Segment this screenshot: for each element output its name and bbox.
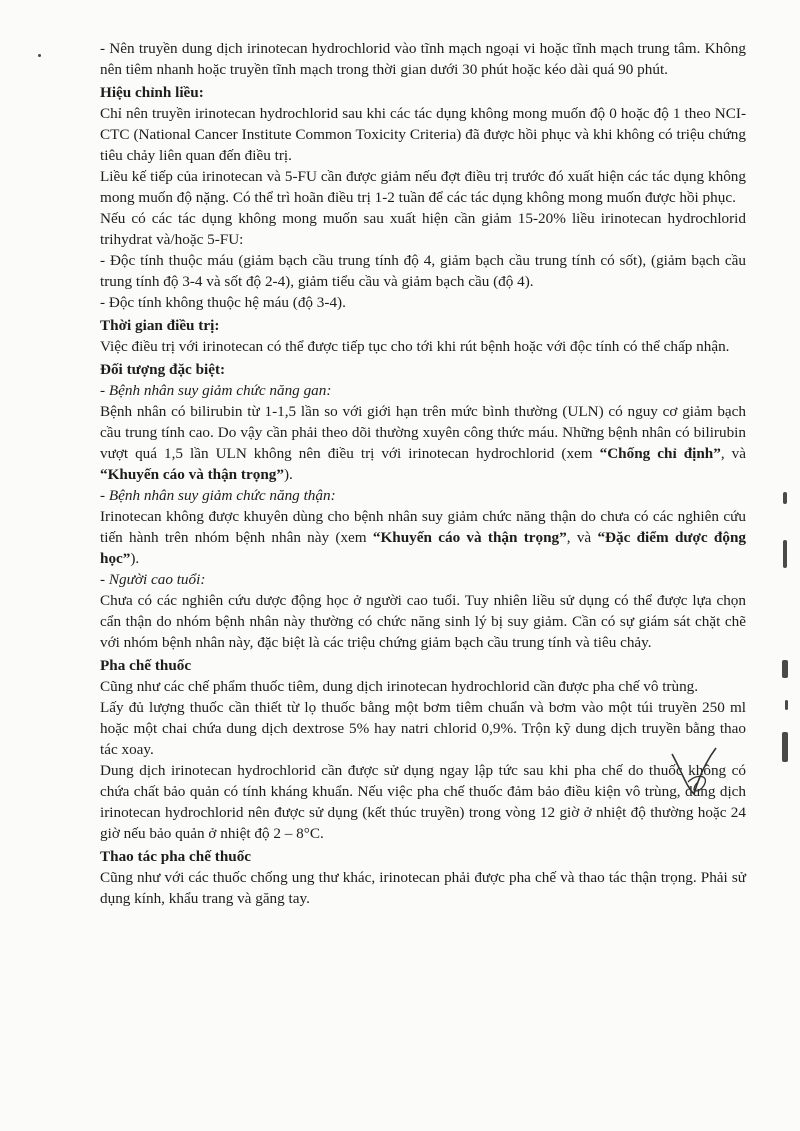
paragraph-elderly: Chưa có các nghiên cứu dược động học ở người cao tuổi. Tuy nhiên liều sử dụng có thể được lựa chọn cẩn thận do nhóm bệnh nhân này thường có chức năng sinh lý bị suy giảm. Cần có sự giám sát chặt chẽ với nhóm bệnh nhân này, đặc biệt là các triệu chứng giảm bạch cầu trung tính và tiêu chảy. [100, 592, 746, 651]
heading-handling: Thao tác pha chế thuốc [100, 848, 252, 865]
document-body [100, 38, 746, 909]
heading-preparation: Pha chế thuốc [100, 657, 192, 674]
margin-mark-3 [782, 660, 788, 678]
margin-mark-5 [782, 732, 788, 762]
hepatic-text: Bệnh nhân có bilirubin từ 1-1,5 lần so với giới hạn trên mức bình thường (ULN) có nguy cơ giảm bạch cầu trung tính cao. Do vậy cần phải theo dõi thường xuyên công thức máu. Những bệnh nhân có bilirubin vượt quá 1,5 lần ULN không nên điều trị với irinotecan hydrochlorid (xem [100, 403, 746, 462]
paragraph-nonhematologic-toxicity: - Độc tính không thuộc hệ máu (độ 3-4). [100, 294, 346, 311]
margin-mark-4 [785, 700, 788, 710]
heading-special-populations: Đối tượng đặc biệt: [100, 361, 226, 378]
paragraph-dilution: Lấy đủ lượng thuốc cần thiết từ lọ thuốc bằng một bơm tiêm chuẩn và bơm vào một túi truyền 250 ml hoặc một chai chứa dung dịch dextrose 5% hay natri chlorid 0,9%. Trộn kỹ dung dịch truyền bằng thao tác xoay. [100, 699, 746, 758]
hepatic-ref-close: ). [283, 466, 293, 483]
hepatic-ref-contraindications: “Chống chỉ định” [599, 445, 721, 462]
renal-ref-sep: , và [566, 529, 598, 546]
hepatic-ref-warnings: “Khuyến cáo và thận trọng” [100, 466, 284, 483]
paragraph-hematologic-toxicity: - Độc tính thuộc máu (giảm bạch cầu trung tính độ 4, giảm bạch cầu trung tính có sốt), (giảm bạch cầu trung tính độ 3-4 và sốt độ 2-4), giảm tiểu cầu và giảm bạch cầu (độ 4). [100, 252, 746, 290]
paragraph-dose-recovery: Chỉ nên truyền irinotecan hydrochlorid sau khi các tác dụng không mong muốn độ 0 hoặc độ 1 theo NCI-CTC (National Cancer Institute Common Toxicity Criteria) đã được hồi phục và khi không có triệu chứng tiêu chảy liên quan đến điều trị. [100, 105, 746, 164]
paragraph-aseptic-preparation: Cũng như các chế phẩm thuốc tiêm, dung dịch irinotecan hydrochlorid cần được pha chế vô trùng. [100, 678, 699, 695]
margin-mark-1 [783, 492, 787, 504]
renal-text: Irinotecan không được khuyên dùng cho bệnh nhân suy giảm chức năng thận do chưa có các nghiên cứu tiến hành trên nhóm bệnh nhân này (xem [100, 508, 746, 546]
paragraph-next-dose: Liều kế tiếp của irinotecan và 5-FU cần được giảm nếu đợt điều trị trước đó xuất hiện các tác dụng không mong muốn độ nặng. Có thể trì hoãn điều trị 1-2 tuần để các tác dụng không mong muốn được hồi phục. [100, 168, 746, 206]
heading-treatment-duration: Thời gian điều trị: [100, 317, 220, 334]
heading-dose-adjustment: Hiệu chỉnh liều: [100, 84, 204, 101]
subheading-elderly: - Người cao tuổi: [100, 571, 206, 588]
subheading-renal-impairment: - Bệnh nhân suy giảm chức năng thận: [100, 487, 336, 504]
margin-mark-2 [783, 540, 787, 568]
renal-ref-warnings: “Khuyến cáo và thận trọng” [372, 529, 567, 546]
subheading-hepatic-impairment: - Bệnh nhân suy giảm chức năng gan: [100, 382, 332, 399]
paragraph-dose-reduction: Nếu có các tác dụng không mong muốn sau xuất hiện cần giảm 15-20% liều irinotecan hydrochlorid trihydrat và/hoặc 5-FU: [100, 210, 746, 248]
paragraph-renal-impairment [100, 506, 746, 569]
renal-ref-pharmacokinetics: “Đặc điểm dược động học” [100, 529, 747, 567]
signature-mark [668, 742, 720, 802]
hepatic-ref-sep: , và [720, 445, 746, 462]
paragraph-infusion-route: - Nên truyền dung dịch irinotecan hydrochlorid vào tĩnh mạch ngoại vi hoặc tĩnh mạch trung tâm. Không nên tiêm nhanh hoặc truyền tĩnh mạch trong thời gian dưới 30 phút hoặc kéo dài quá 90 phút. [100, 40, 746, 78]
paragraph-treatment-duration: Việc điều trị với irinotecan có thể được tiếp tục cho tới khi rút bệnh hoặc với độc tính có thể chấp nhận. [100, 338, 730, 355]
paragraph-hepatic-impairment [100, 401, 746, 485]
renal-ref-close: ). [130, 550, 140, 567]
paragraph-storage: Dung dịch irinotecan hydrochlorid cần được sử dụng ngay lập tức sau khi pha chế do thuốc không có chứa chất bảo quản có tính kháng khuẩn. Nếu việc pha chế thuốc đảm bảo điều kiện vô trùng, dung dịch irinotecan hydrochlorid nên được sử dụng (kết thúc truyền) trong vòng 12 giờ ở nhiệt độ thường hoặc 24 giờ nếu bảo quản ở nhiệt độ 2 – 8°C. [100, 762, 746, 842]
paragraph-handling: Cũng như với các thuốc chống ung thư khác, irinotecan phải được pha chế và thao tác thận trọng. Phải sử dụng kính, khẩu trang và găng tay. [100, 869, 746, 907]
margin-mark-6 [38, 54, 41, 57]
